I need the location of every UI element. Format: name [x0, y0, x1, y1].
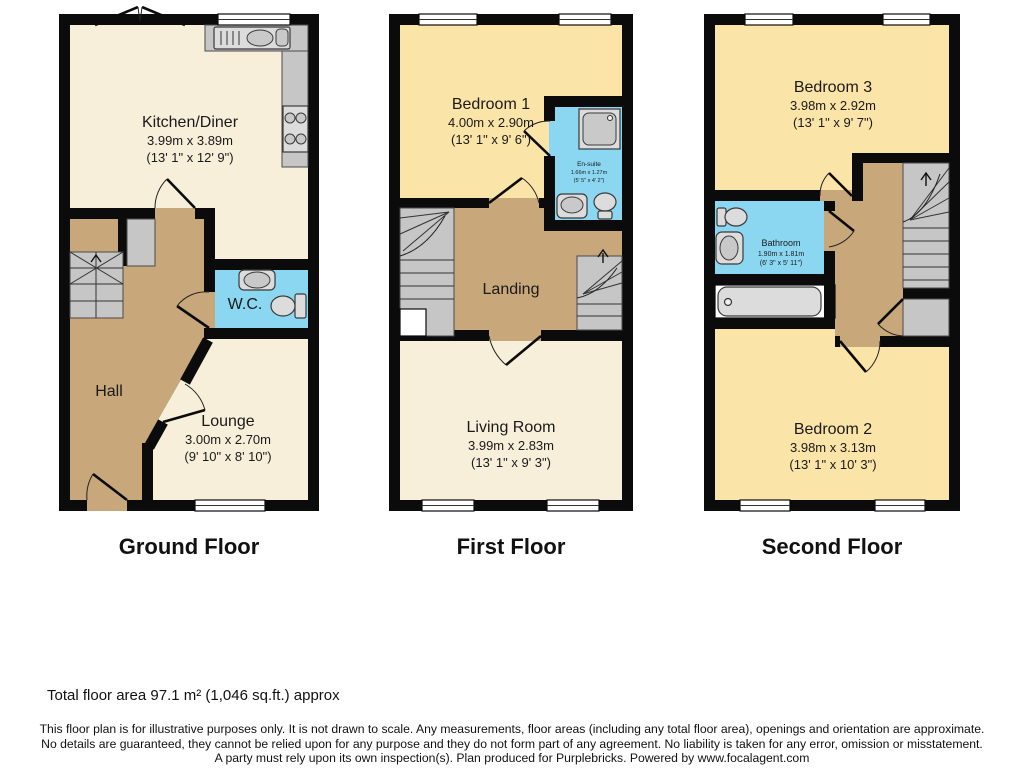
lounge-imperial: (9' 10" x 8' 10") — [184, 449, 272, 464]
total-floor-area: Total floor area 97.1 m² (1,046 sq.ft.) approx — [47, 687, 340, 704]
second-floor-plan — [704, 6, 960, 560]
wc-top-wall — [204, 259, 308, 270]
hob-icon — [283, 106, 308, 152]
bedroom1-window-right — [559, 14, 611, 25]
bathroom-doorway — [824, 211, 835, 251]
kitchen-window — [218, 14, 290, 25]
stairs-down — [903, 163, 949, 288]
bedroom2-imperial: (13' 1" x 10' 3") — [789, 457, 877, 472]
bathroom-wall-a — [824, 201, 835, 211]
bedroom3-window-left — [745, 14, 793, 25]
wc-label: W.C. — [227, 296, 263, 313]
landing-top-wall — [852, 153, 949, 163]
bedroom3-wall — [715, 190, 820, 201]
bedroom2-metric: 3.98m x 3.13m — [790, 440, 876, 455]
stairs-up — [577, 250, 622, 330]
bathtub-icon — [718, 287, 821, 316]
kitchen-doorway — [155, 208, 195, 219]
wc-left-wall — [204, 270, 215, 292]
bedroom1-imperial: (13' 1" x 9' 6") — [451, 132, 531, 147]
ensuite-left-wall-a — [544, 107, 555, 121]
wc-basin-icon — [239, 270, 275, 290]
bedroom3-imperial: (13' 1" x 9' 7") — [793, 115, 873, 130]
bedroom1-window-left — [419, 14, 477, 25]
living-window-right — [547, 500, 599, 511]
closet-top-wall — [903, 288, 949, 299]
ground-floor-drawing — [59, 6, 319, 522]
stairs-up — [70, 252, 123, 318]
wall-stub — [195, 208, 204, 219]
second-floor-label: Second Floor — [761, 534, 903, 559]
connector-wall — [852, 153, 863, 201]
wc-toilet-icon — [271, 294, 306, 318]
living-metric: 3.99m x 2.83m — [468, 438, 554, 453]
first-floor-label: First Floor — [456, 534, 566, 559]
bedroom3-window-right — [883, 14, 930, 25]
second-floor-drawing — [704, 6, 960, 522]
bedroom2-window-right — [875, 500, 925, 511]
bedroom3-label: Bedroom 3 — [793, 79, 873, 96]
bedroom2-wall-right — [880, 336, 949, 347]
sink-icon — [214, 27, 290, 49]
ensuite-basin-icon — [557, 194, 587, 218]
first-floor-plan — [389, 6, 633, 560]
living-label: Living Room — [466, 419, 556, 436]
landing-wall-right — [541, 330, 622, 341]
ensuite-top-wall — [544, 96, 622, 107]
shower-icon — [579, 109, 620, 149]
kitchen-imperial: (13' 1" x 12' 9") — [146, 150, 234, 165]
ensuite-left-wall-b — [544, 156, 555, 220]
ground-floor-label: Ground Floor — [118, 534, 260, 559]
landing-closet — [903, 299, 949, 336]
lounge-metric: 3.00m x 2.70m — [185, 432, 271, 447]
lounge-label: Lounge — [201, 413, 255, 430]
kitchen-label: Kitchen/Diner — [141, 114, 239, 131]
bathroom-label: Bathroom — [761, 238, 801, 248]
living-imperial: (13' 1" x 9' 3") — [471, 455, 551, 470]
wc-doorway — [204, 292, 215, 328]
landing-label: Landing — [482, 281, 540, 298]
niche-wall — [715, 274, 835, 285]
bathroom-basin-icon — [716, 232, 743, 264]
bedroom2-label: Bedroom 2 — [793, 421, 873, 438]
kitchen-hall-wall — [70, 208, 155, 219]
ensuite-bottom-wall — [544, 220, 622, 231]
bathroom-metric: 1.90m x 1.81m — [757, 251, 805, 258]
disclaimer-text: This floor plan is for illustrative purposes only. It is not drawn to scale. Any measurements, floor areas (including any total floor area), openings and orientation are approximate. No details are guaranteed, they cannot be relied upon for any purpose and they do not form part of any agreement. No liability is taken for any error, omission or misstatement. A party must rely upon its own inspection(s). Plan produced for Purplebricks. Powered by www.focalagent.com — [39, 722, 985, 766]
ground-floor-plan — [59, 6, 319, 560]
wc-bottom-wall — [204, 328, 308, 339]
bedroom3-metric: 3.98m x 2.92m — [790, 98, 876, 113]
bedroom2-window-left — [740, 500, 790, 511]
bathroom-wall-b — [824, 251, 835, 329]
stairs-down — [400, 208, 454, 336]
bedroom1-metric: 4.00m x 2.90m — [448, 115, 534, 130]
bathroom-toilet-icon — [717, 208, 747, 226]
lounge-left-wall — [142, 443, 153, 500]
hall-label: Hall — [95, 383, 123, 400]
storage-closet — [127, 219, 155, 266]
wall-stub — [539, 198, 544, 208]
living-window-left — [422, 500, 474, 511]
first-floor-drawing — [389, 6, 633, 522]
bathroom-imperial: (6' 3" x 5' 11") — [759, 260, 803, 267]
kitchen-metric: 3.99m x 3.89m — [147, 133, 233, 148]
wall-stub — [835, 336, 840, 347]
ensuite-imperial: (5' 5" x 4' 2") — [573, 178, 605, 184]
bedroom1-wall — [400, 198, 489, 208]
ensuite-metric: 1.66m x 1.27m — [570, 170, 608, 176]
lounge-window — [195, 500, 265, 511]
front-doorway — [87, 500, 127, 511]
ensuite-label: En-suite — [577, 161, 601, 168]
bedroom2-wall-left — [715, 318, 835, 329]
bedroom1-label: Bedroom 1 — [451, 96, 531, 113]
